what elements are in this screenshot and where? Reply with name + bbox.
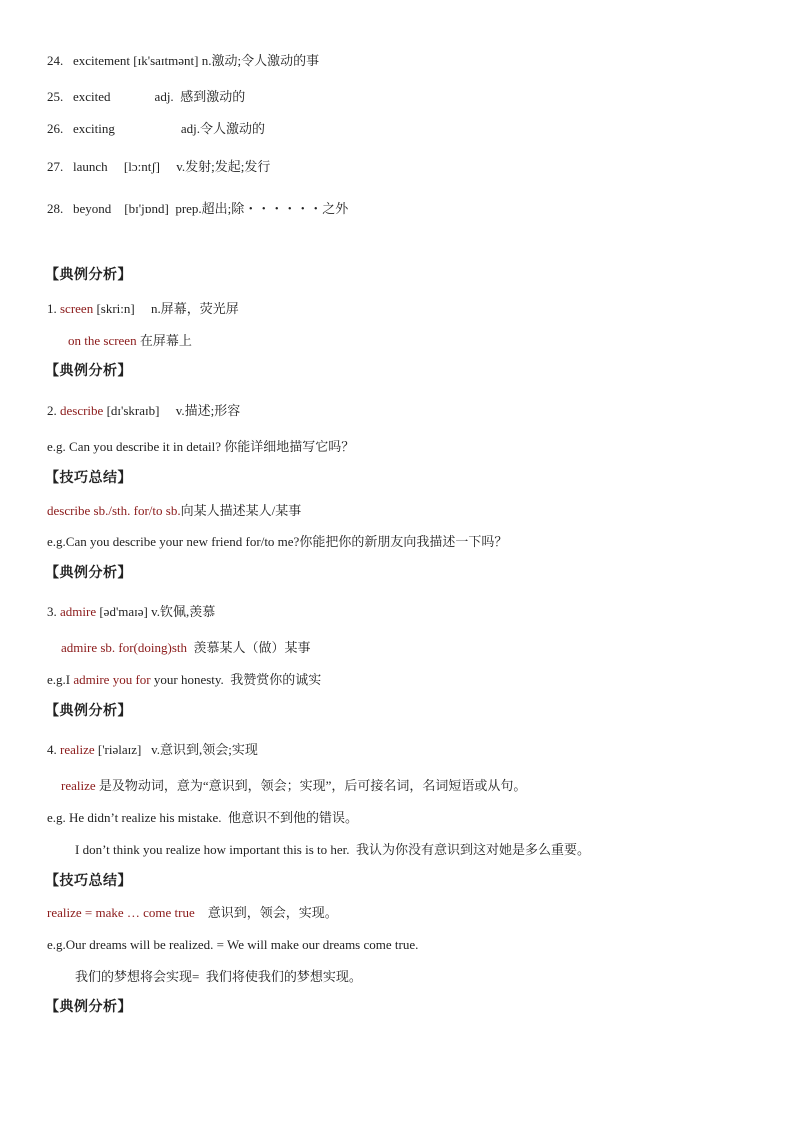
realize-example-2: I don’t think you realize how important this is to her. 我认为你没有意识到这对她是多么重要。 — [75, 842, 591, 857]
section-heading-example: 【典例分析】 — [45, 364, 132, 379]
realize-example-1: e.g. He didn’t realize his mistake. 他意识不到他的错误。 — [47, 810, 358, 825]
realize-example-3: e.g.Our dreams will be realized. = We will make our dreams come true. — [47, 937, 419, 952]
entry-realize: 4. realize ['riəlaɪz] v.意识到,领会;实现 — [47, 742, 258, 757]
section-heading-example: 【典例分析】 — [45, 704, 132, 719]
section-heading-example: 【典例分析】 — [45, 566, 132, 581]
realize-note: realize 是及物动词，意为“意识到，领会；实现”，后可接名词，名词短语或从句。 — [61, 778, 527, 793]
describe-pattern: describe sb./sth. for/to sb.向某人描述某人/某事 — [47, 503, 302, 518]
vocab-item-28: 28. beyond [bɪ'jɒnd] prep.超出;除・・・・・・之外 — [47, 201, 349, 216]
vocab-item-26: 26. exciting adj.令人激动的 — [47, 121, 266, 136]
admire-example: e.g.I admire you for your honesty. 我赞赏你的诚实 — [47, 672, 322, 687]
admire-phrase: admire sb. for(doing)sth 羡慕某人（做）某事 — [61, 640, 311, 655]
describe-example: e.g. Can you describe it in detail? 你能详细地描写它吗？ — [47, 439, 355, 454]
describe-example-2: e.g.Can you describe your new friend for/to me?你能把你的新朋友向我描述一下吗？ — [47, 534, 508, 549]
section-heading-skill: 【技巧总结】 — [45, 471, 132, 486]
vocab-item-27: 27. launch [lɔ:ntʃ] v.发射;发起;发行 — [47, 159, 271, 174]
entry-screen: 1. screen [skri:n] n.屏幕，荧光屏 — [47, 301, 239, 316]
vocab-item-25: 25. excited adj. 感到激动的 — [47, 89, 246, 104]
realize-pattern: realize = make … come true 意识到，领会，实现。 — [47, 905, 338, 920]
entry-admire: 3. admire [əd'maɪə] v.钦佩,羡慕 — [47, 604, 216, 619]
realize-example-3-cn: 我们的梦想将会实现= 我们将使我们的梦想实现。 — [75, 969, 362, 984]
vocab-item-24: 24. excitement [ɪk'saɪtmənt] n.激动;令人激动的事 — [47, 53, 320, 68]
section-heading-example: 【典例分析】 — [45, 268, 132, 283]
section-heading-example: 【典例分析】 — [45, 1000, 132, 1015]
section-heading-skill: 【技巧总结】 — [45, 874, 132, 889]
screen-phrase: on the screen 在屏幕上 — [68, 333, 192, 348]
entry-describe: 2. describe [dɪ'skraɪb] v.描述;形容 — [47, 403, 241, 418]
